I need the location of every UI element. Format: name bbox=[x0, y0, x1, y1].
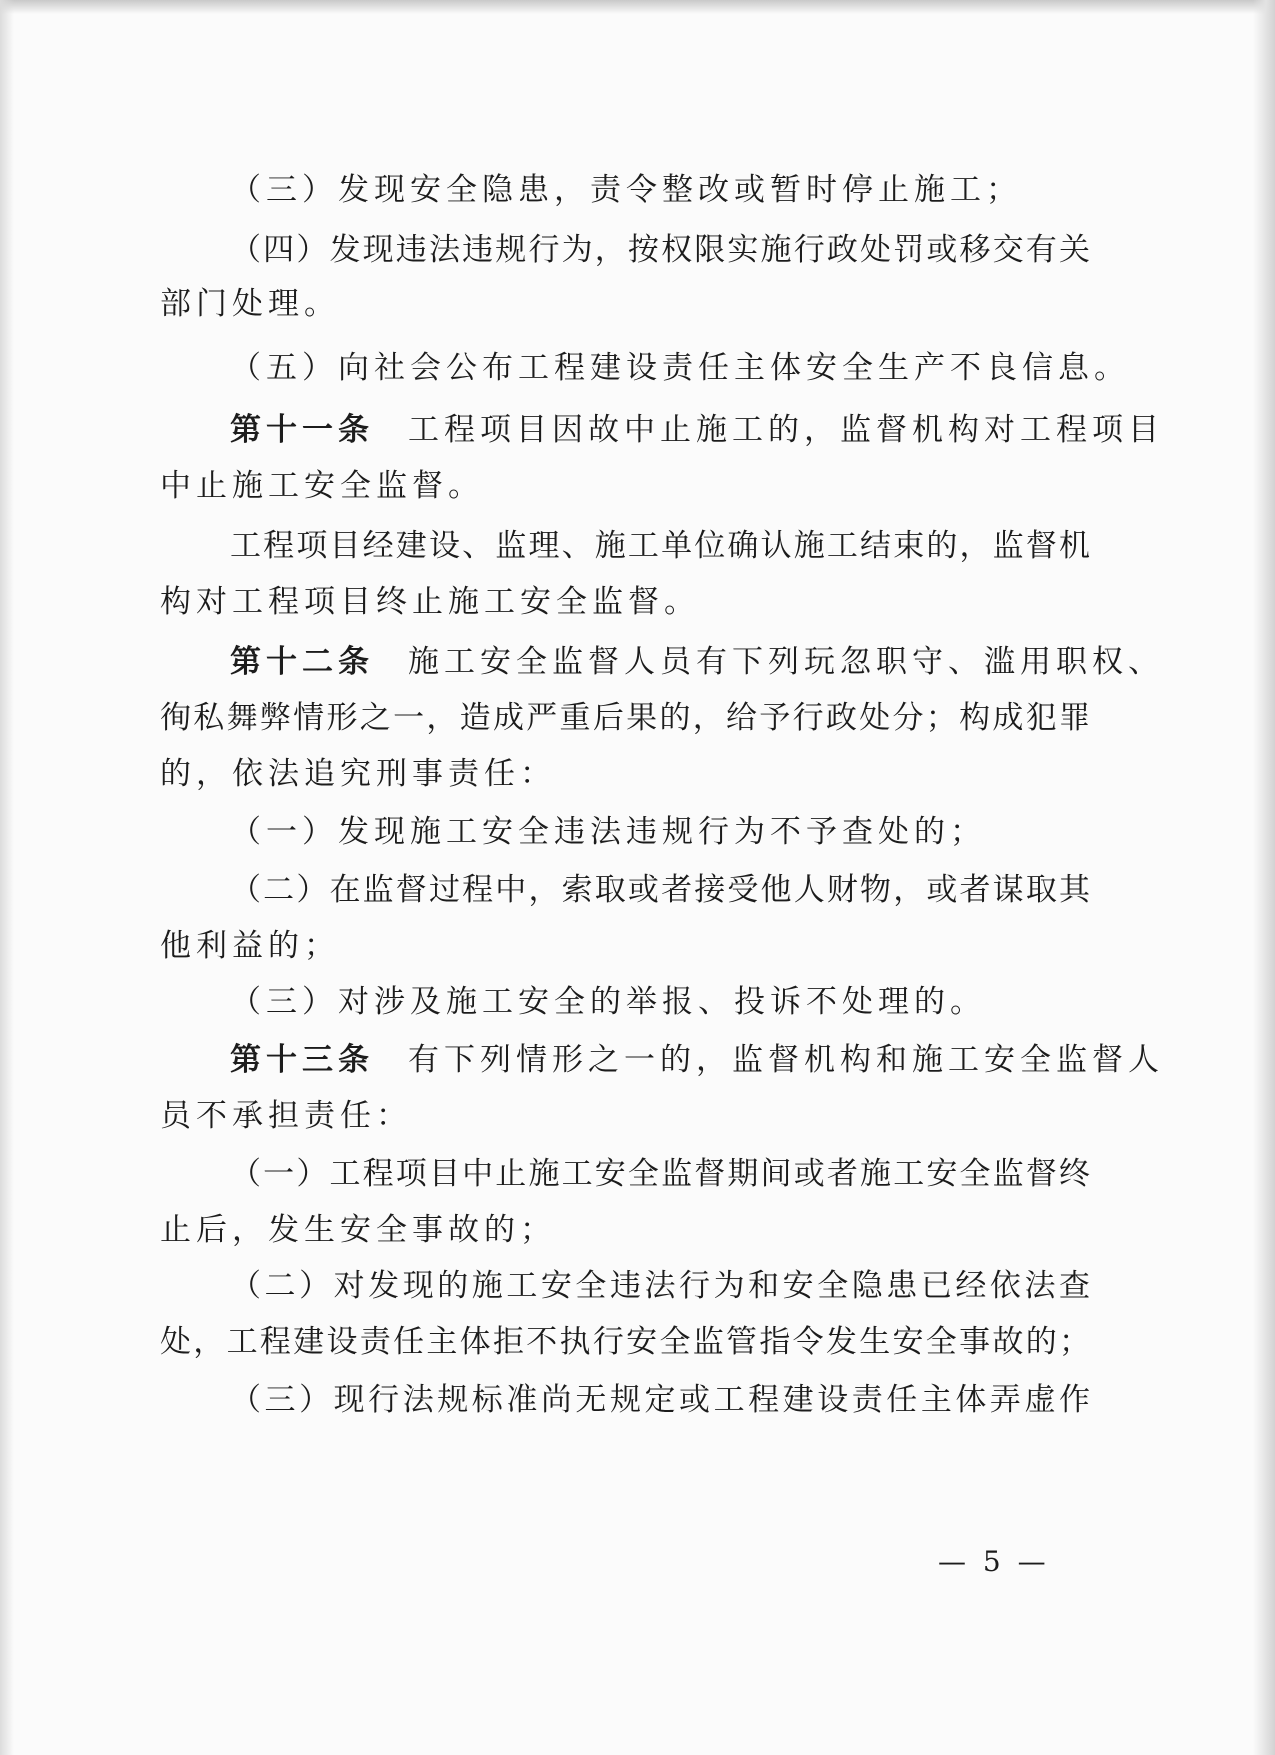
paragraph-line: （三）现行法规标准尚无规定或工程建设责任主体弄虚作 bbox=[230, 1382, 1090, 1418]
article-11-text: 工程项目因故中止施工的，监督机构对工程项目 bbox=[408, 412, 1164, 448]
paragraph-line: （一）工程项目中止施工安全监督期间或者施工安全监督终 bbox=[230, 1156, 1090, 1192]
article-13-text: 有下列情形之一的，监督机构和施工安全监督人 bbox=[408, 1042, 1164, 1078]
scan-left-edge bbox=[0, 0, 14, 1755]
paragraph-line: 的，依法追究刑事责任： bbox=[160, 756, 556, 792]
paragraph-line: （二）在监督过程中，索取或者接受他人财物，或者谋取其 bbox=[230, 872, 1090, 908]
scan-top-shadow bbox=[0, 0, 1275, 14]
article-12-text: 施工安全监督人员有下列玩忽职守、滥用职权、 bbox=[408, 644, 1164, 680]
article-13-heading: 第十三条 bbox=[230, 1042, 374, 1078]
paragraph-line: 徇私舞弊情形之一，造成严重后果的，给予行政处分；构成犯罪 bbox=[160, 700, 1090, 736]
paragraph-line: （三）对涉及施工安全的举报、投诉不处理的。 bbox=[230, 984, 986, 1020]
paragraph-line: 处，工程建设责任主体拒不执行安全监管指令发生安全事故的； bbox=[160, 1324, 1090, 1360]
paragraph-line: （四）发现违法违规行为，按权限实施行政处罚或移交有关 bbox=[230, 232, 1090, 268]
paragraph-line: 工程项目经建设、监理、施工单位确认施工结束的，监督机 bbox=[230, 528, 1090, 564]
article-13-line bbox=[230, 1040, 1164, 1080]
paragraph-line: 员不承担责任： bbox=[160, 1098, 412, 1134]
paragraph-line: （五）向社会公布工程建设责任主体安全生产不良信息。 bbox=[230, 350, 1130, 386]
page-number: — 5 — bbox=[938, 1545, 1050, 1578]
article-11-heading: 第十一条 bbox=[230, 412, 374, 448]
paragraph-line: 中止施工安全监督。 bbox=[160, 468, 484, 504]
paragraph-line: 部门处理。 bbox=[160, 286, 340, 322]
paragraph-line: （三）发现安全隐患，责令整改或暂时停止施工； bbox=[230, 172, 1022, 208]
paragraph-line: 止后，发生安全事故的； bbox=[160, 1212, 556, 1248]
scan-right-edge bbox=[1253, 0, 1275, 1755]
paragraph-line: （一）发现施工安全违法违规行为不予查处的； bbox=[230, 814, 986, 850]
paragraph-line: （二）对发现的施工安全违法行为和安全隐患已经依法查 bbox=[230, 1268, 1090, 1304]
article-11-line bbox=[230, 410, 1164, 450]
paragraph-line: 他利益的； bbox=[160, 928, 340, 964]
article-12-heading: 第十二条 bbox=[230, 644, 374, 680]
article-12-line bbox=[230, 642, 1164, 682]
paragraph-line: 构对工程项目终止施工安全监督。 bbox=[160, 584, 700, 620]
